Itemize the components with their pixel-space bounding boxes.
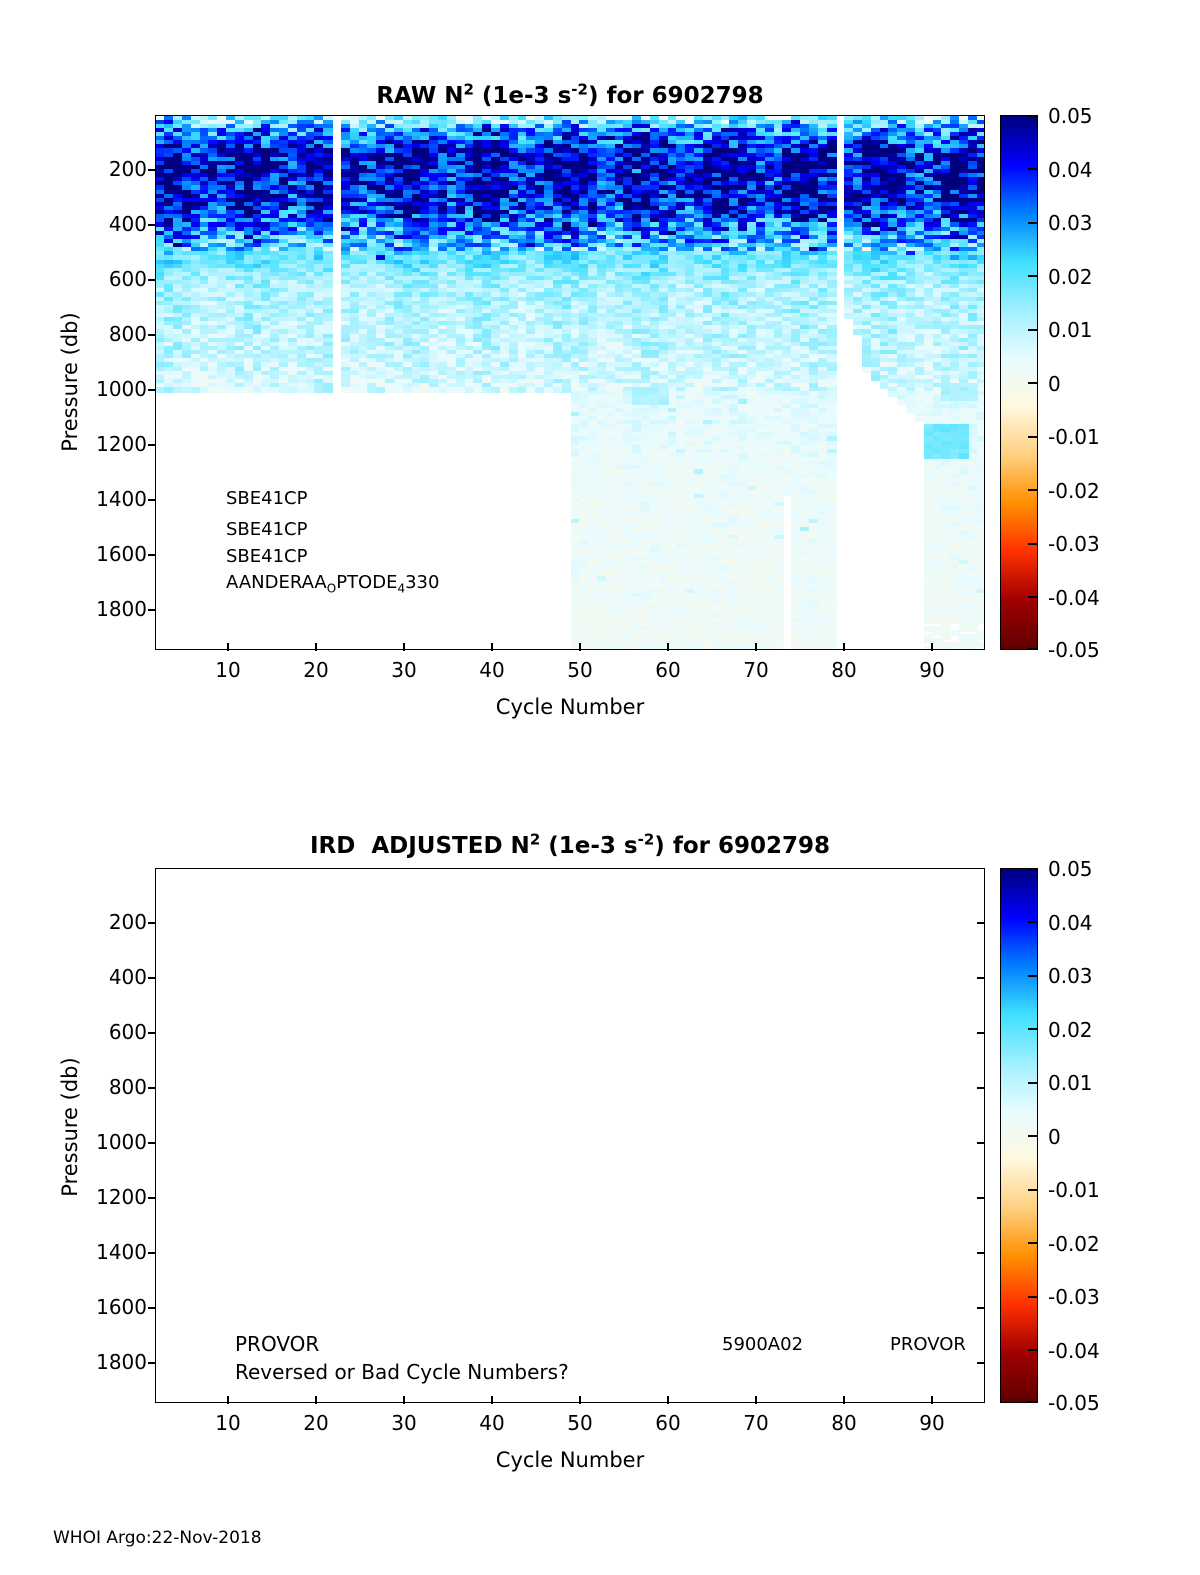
colorbar-tick-label: -0.04 bbox=[1048, 1339, 1100, 1363]
annotation-sensor-4-sub2: 4 bbox=[397, 581, 406, 596]
colorbar-tick-label: 0.05 bbox=[1048, 104, 1093, 128]
colorbar-tick-label: 0.02 bbox=[1048, 1018, 1093, 1042]
x-axis-label: Cycle Number bbox=[495, 1448, 645, 1472]
page-subtitle bbox=[155, 830, 985, 859]
page-title bbox=[155, 80, 985, 109]
footer-credit: WHOI Argo:22-Nov-2018 bbox=[53, 1528, 262, 1548]
colorbar-tick-label: -0.01 bbox=[1048, 425, 1100, 449]
adjusted-n2-panel bbox=[0, 760, 1200, 1500]
annotation-code: 5900A02 bbox=[722, 1334, 804, 1355]
x-axis-label: Cycle Number bbox=[495, 695, 645, 719]
annotation-sensor-2: SBE41CP bbox=[226, 519, 308, 540]
ytick-label: 1000 bbox=[96, 377, 147, 401]
y-axis-label: Pressure (db) bbox=[58, 312, 82, 452]
xtick-label: 60 bbox=[655, 658, 681, 682]
ytick-label: 1400 bbox=[96, 487, 147, 511]
ytick-label: 1800 bbox=[96, 597, 147, 621]
colorbar-tick-label: 0.02 bbox=[1048, 265, 1093, 289]
colorbar-tick-label: -0.03 bbox=[1048, 1285, 1100, 1309]
annotation-sensor-3: SBE41CP bbox=[226, 546, 308, 567]
ytick-label: 1200 bbox=[96, 432, 147, 456]
xtick-label: 20 bbox=[303, 658, 329, 682]
colorbar-tick-label: 0.05 bbox=[1048, 857, 1093, 881]
ytick-label: 1600 bbox=[96, 1295, 147, 1319]
annotation-sensor-4-part3: 330 bbox=[405, 572, 440, 593]
annotation-sensor-4-part2: PTODE bbox=[336, 572, 398, 593]
colorbar-tick-label: 0.01 bbox=[1048, 1071, 1093, 1095]
colorbar-tick-label: 0.04 bbox=[1048, 158, 1093, 182]
ytick-label: 1600 bbox=[96, 542, 147, 566]
y-axis-label: Pressure (db) bbox=[58, 1057, 82, 1197]
xtick-label: 40 bbox=[479, 658, 505, 682]
colorbar-tick-label: -0.01 bbox=[1048, 1178, 1100, 1202]
ytick-label: 1400 bbox=[96, 1240, 147, 1264]
xtick-label: 30 bbox=[391, 1411, 417, 1435]
colorbar-tick-label: 0 bbox=[1048, 372, 1061, 396]
colorbar-tick-label: 0 bbox=[1048, 1125, 1061, 1149]
xtick-label: 80 bbox=[831, 1411, 857, 1435]
xtick-label: 30 bbox=[391, 658, 417, 682]
annotation-float-type: PROVOR bbox=[235, 1332, 320, 1356]
annotation-float-type-2: PROVOR bbox=[890, 1334, 966, 1355]
colorbar-tick-label: 0.01 bbox=[1048, 318, 1093, 342]
ytick-label: 1000 bbox=[96, 1130, 147, 1154]
colorbar-tick-label: -0.02 bbox=[1048, 1232, 1100, 1256]
adjusted-heatmap-axes bbox=[155, 868, 985, 1403]
colorbar-tick-label: -0.02 bbox=[1048, 479, 1100, 503]
xtick-label: 90 bbox=[919, 658, 945, 682]
colorbar-tick-label: -0.05 bbox=[1048, 638, 1100, 662]
xtick-label: 70 bbox=[743, 1411, 769, 1435]
xtick-label: 10 bbox=[215, 658, 241, 682]
ytick-label: 600 bbox=[108, 267, 147, 291]
xtick-label: 50 bbox=[567, 658, 593, 682]
colorbar-tick-label: 0.03 bbox=[1048, 211, 1093, 235]
raw-heatmap-axes bbox=[155, 115, 985, 650]
xtick-label: 60 bbox=[655, 1411, 681, 1435]
annotation-sensor-4-sub1: O bbox=[326, 581, 337, 596]
annotation-sensor-1: SBE41CP bbox=[226, 488, 308, 509]
xtick-label: 90 bbox=[919, 1411, 945, 1435]
xtick-label: 80 bbox=[831, 658, 857, 682]
ytick-label: 1800 bbox=[96, 1350, 147, 1374]
ytick-label: 400 bbox=[108, 212, 147, 236]
xtick-label: 20 bbox=[303, 1411, 329, 1435]
ytick-label: 1200 bbox=[96, 1185, 147, 1209]
ytick-label: 600 bbox=[108, 1020, 147, 1044]
ytick-label: 200 bbox=[108, 910, 147, 934]
xtick-label: 70 bbox=[743, 658, 769, 682]
title-text-raw: RAW $N^2$ (1e-3 $s^{-2}$) for 6902798 bbox=[376, 80, 764, 109]
ytick-label: 800 bbox=[108, 1075, 147, 1099]
colorbar-tick-label: -0.03 bbox=[1048, 532, 1100, 556]
annotation-warning: Reversed or Bad Cycle Numbers? bbox=[235, 1360, 569, 1384]
title-text-adjusted: IRD ADJUSTED $N^2$ (1e-3 $s^{-2}$) for 6902798 bbox=[309, 830, 830, 859]
raw-n2-panel bbox=[0, 0, 1200, 760]
colorbar-tick-label: 0.03 bbox=[1048, 964, 1093, 988]
ytick-label: 400 bbox=[108, 965, 147, 989]
xtick-label: 50 bbox=[567, 1411, 593, 1435]
xtick-label: 10 bbox=[215, 1411, 241, 1435]
xtick-label: 40 bbox=[479, 1411, 505, 1435]
colorbar-tick-label: -0.04 bbox=[1048, 586, 1100, 610]
annotation-sensor-4-part1: AANDERAA bbox=[226, 572, 327, 593]
ytick-label: 200 bbox=[108, 157, 147, 181]
colorbar-tick-label: -0.05 bbox=[1048, 1391, 1100, 1415]
colorbar-tick-label: 0.04 bbox=[1048, 911, 1093, 935]
annotation-sensor-4 bbox=[226, 572, 439, 596]
ytick-label: 800 bbox=[108, 322, 147, 346]
heatmap-raw-data bbox=[156, 116, 985, 650]
